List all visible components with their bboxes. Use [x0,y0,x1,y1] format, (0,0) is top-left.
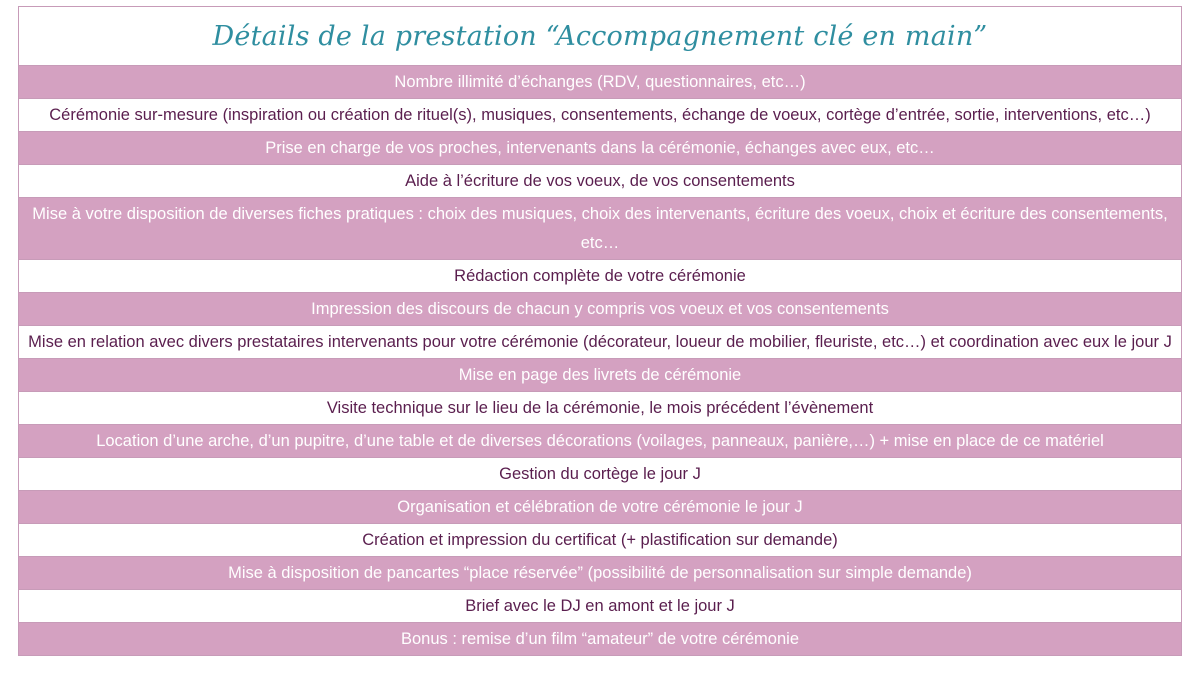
services-table [18,6,1182,656]
table-row: Mise en page des livrets de cérémonie [19,359,1181,392]
table-row: Impression des discours de chacun y compris vos voeux et vos consentements [19,293,1181,326]
table-row: Mise en relation avec divers prestataires intervenants pour votre cérémonie (décorateur, loueur de mobilier, fleuriste, etc…) et coordination avec eux le jour J [19,326,1181,359]
table-row: Cérémonie sur-mesure (inspiration ou création de rituel(s), musiques, consentements, échange de voeux, cortège d’entrée, sortie, interventions, etc…) [19,99,1181,132]
table-row: Brief avec le DJ en amont et le jour J [19,590,1181,623]
table-row: Aide à l’écriture de vos voeux, de vos consentements [19,165,1181,198]
table-row: Location d’une arche, d’un pupitre, d’une table et de diverses décorations (voilages, panneaux, panière,…) + mise en place de ce matériel [19,425,1181,458]
table-row: Visite technique sur le lieu de la cérémonie, le mois précédent l’évènement [19,392,1181,425]
table-row: Mise à disposition de pancartes “place réservée” (possibilité de personnalisation sur simple demande) [19,557,1181,590]
table-row: Bonus : remise d’un film “amateur” de votre cérémonie [19,623,1181,655]
table-row: Organisation et célébration de votre cérémonie le jour J [19,491,1181,524]
table-row: Nombre illimité d’échanges (RDV, questionnaires, etc…) [19,66,1181,99]
table-row: Gestion du cortège le jour J [19,458,1181,491]
table-title: Détails de la prestation “Accompagnement clé en main” [19,7,1181,66]
table-row: Mise à votre disposition de diverses fiches pratiques : choix des musiques, choix des intervenants, écriture des voeux, choix et écriture des consentements, etc… [19,198,1181,260]
table-rows [19,66,1181,655]
table-row: Rédaction complète de votre cérémonie [19,260,1181,293]
table-row: Prise en charge de vos proches, intervenants dans la cérémonie, échanges avec eux, etc… [19,132,1181,165]
table-row: Création et impression du certificat (+ plastification sur demande) [19,524,1181,557]
